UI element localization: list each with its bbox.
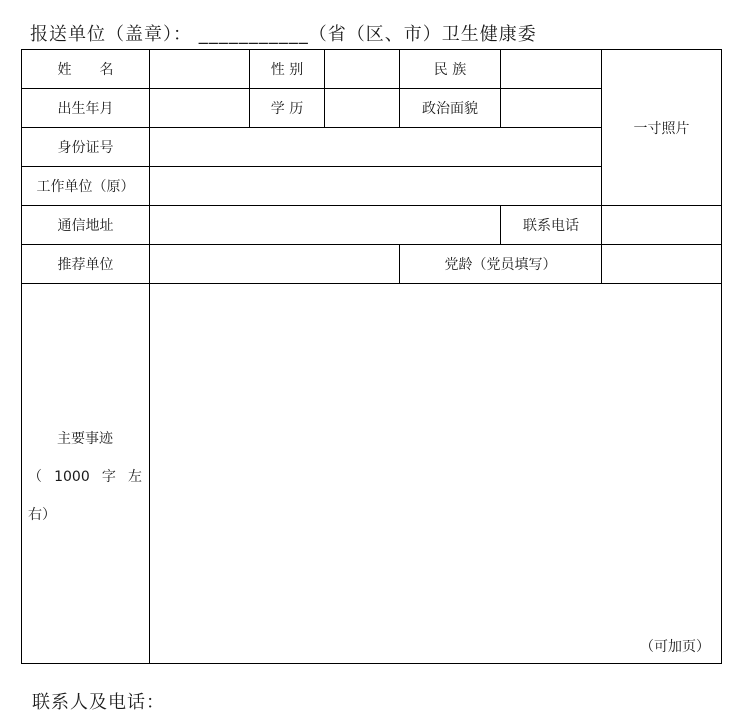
input-gender[interactable]: [325, 50, 399, 88]
input-id-number[interactable]: [150, 128, 601, 166]
photo-box[interactable]: 一寸照片: [633, 120, 690, 137]
input-recommender[interactable]: [150, 245, 399, 283]
label-address: 通信地址: [57, 218, 114, 234]
input-address[interactable]: [150, 206, 500, 244]
submitting-unit-header: 报送单位（盖章）： ___________（省（区、市）卫生健康委: [30, 24, 537, 45]
note-number: 1000: [54, 469, 90, 485]
label-birth: 出生年月: [57, 101, 114, 117]
input-party-years[interactable]: [602, 245, 721, 283]
more-pages-note: （可加页）: [640, 639, 710, 655]
note-close: 右）: [28, 507, 56, 523]
main-deeds-title: 主要事迹: [57, 431, 113, 447]
label-phone: 联系电话: [523, 218, 579, 234]
input-education[interactable]: [325, 89, 399, 127]
label-ethnicity: 民 族: [433, 62, 467, 78]
main-deeds-note: [22, 458, 148, 496]
label-employer: 工作单位（原）: [36, 179, 135, 195]
input-political[interactable]: [501, 89, 601, 127]
input-phone[interactable]: [602, 206, 721, 244]
input-name[interactable]: [150, 50, 249, 88]
input-birth[interactable]: [150, 89, 249, 127]
label-name: 姓 名: [57, 62, 114, 78]
note-zuo: 左: [127, 469, 142, 485]
input-ethnicity[interactable]: [501, 50, 601, 88]
note-zi: 字: [101, 469, 116, 485]
input-employer[interactable]: [150, 167, 601, 205]
contact-person-phone: 联系人及电话：: [32, 692, 165, 713]
label-gender: 性 别: [270, 62, 304, 78]
label-political: 政治面貌: [422, 101, 478, 117]
label-education: 学 历: [270, 101, 304, 117]
label-id-number: 身份证号: [57, 140, 114, 156]
label-recommender: 推荐单位: [57, 257, 114, 273]
note-open: （: [28, 469, 42, 485]
label-party-years: 党龄（党员填写）: [444, 257, 557, 273]
input-main-deeds[interactable]: [150, 284, 721, 663]
label-main-deeds: [22, 420, 148, 534]
